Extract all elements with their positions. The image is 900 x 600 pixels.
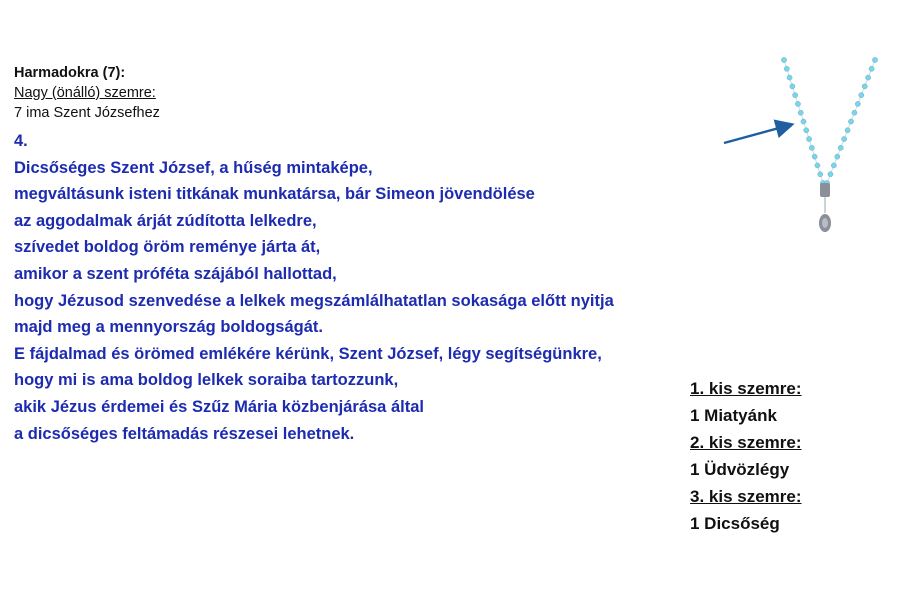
prayer-line: az aggodalmak árját zúdította lelkedre, (14, 211, 317, 230)
prayer-line: amikor a szent próféta szájából hallottad, (14, 264, 337, 283)
instruction-text: 1 Üdvözlégy (690, 460, 790, 479)
bead (798, 110, 803, 115)
instruction-heading: 1. kis szemre: (690, 379, 802, 398)
bead (835, 154, 840, 159)
bead (852, 110, 857, 115)
rosary-centerpiece-icon (819, 183, 831, 232)
rosary-illustration (720, 55, 890, 245)
bead-instructions (690, 375, 802, 537)
bead (793, 93, 798, 98)
bead (866, 75, 871, 80)
instruction-text: 1 Miatyánk (690, 406, 777, 425)
bead (838, 145, 843, 150)
bead (784, 66, 789, 71)
bead (809, 145, 814, 150)
bead (801, 119, 806, 124)
header-title: Harmadokra (7): (14, 65, 126, 81)
bead (831, 163, 836, 168)
prayer-text (14, 128, 614, 447)
prayer-line: szívedet boldog öröm reménye járta át, (14, 238, 321, 257)
bead (828, 172, 833, 177)
prayer-line: E fájdalmad és örömed emlékére kérünk, Szent József, légy segítségünkre, (14, 344, 602, 363)
bead (806, 136, 811, 141)
rosary-beads (781, 57, 877, 185)
instruction-text: 1 Dicsőség (690, 514, 780, 533)
bead (848, 119, 853, 124)
header-subtitle: Nagy (önálló) szemre: (14, 85, 156, 101)
bead (815, 163, 820, 168)
bead (845, 128, 850, 133)
bead (790, 84, 795, 89)
bead (859, 93, 864, 98)
bead (872, 57, 877, 62)
bead (818, 172, 823, 177)
bead (812, 154, 817, 159)
prayer-line: a dicsőséges feltámadás részesei lehetnek. (14, 424, 355, 443)
bead (842, 136, 847, 141)
prayer-line: Dicsőséges Szent József, a hűség mintaképe, (14, 158, 373, 177)
bead (869, 66, 874, 71)
prayer-line: majd meg a mennyország boldogságát. (14, 318, 323, 337)
bead (862, 84, 867, 89)
bead (795, 101, 800, 106)
prayer-line: hogy Jézusod szenvedése a lelkek megszámlálhatatlan sokasága előtt nyitja (14, 291, 614, 310)
prayer-number: 4. (14, 132, 28, 150)
header-note: 7 ima Szent Józsefhez (14, 105, 160, 121)
prayer-line: hogy mi is ama boldog lelkek soraiba tartozzunk, (14, 371, 399, 390)
bead (787, 75, 792, 80)
bead (855, 101, 860, 106)
bead (804, 128, 809, 133)
prayer-line: megváltásunk isteni titkának munkatársa, bár Simeon jövendölése (14, 185, 535, 204)
prayer-line: akik Jézus érdemei és Szűz Mária közbenjárása által (14, 397, 424, 416)
pointer-arrow-icon (724, 125, 790, 143)
slide-header (14, 63, 160, 123)
bead (781, 57, 786, 62)
instruction-heading: 3. kis szemre: (690, 487, 802, 506)
instruction-heading: 2. kis szemre: (690, 433, 802, 452)
